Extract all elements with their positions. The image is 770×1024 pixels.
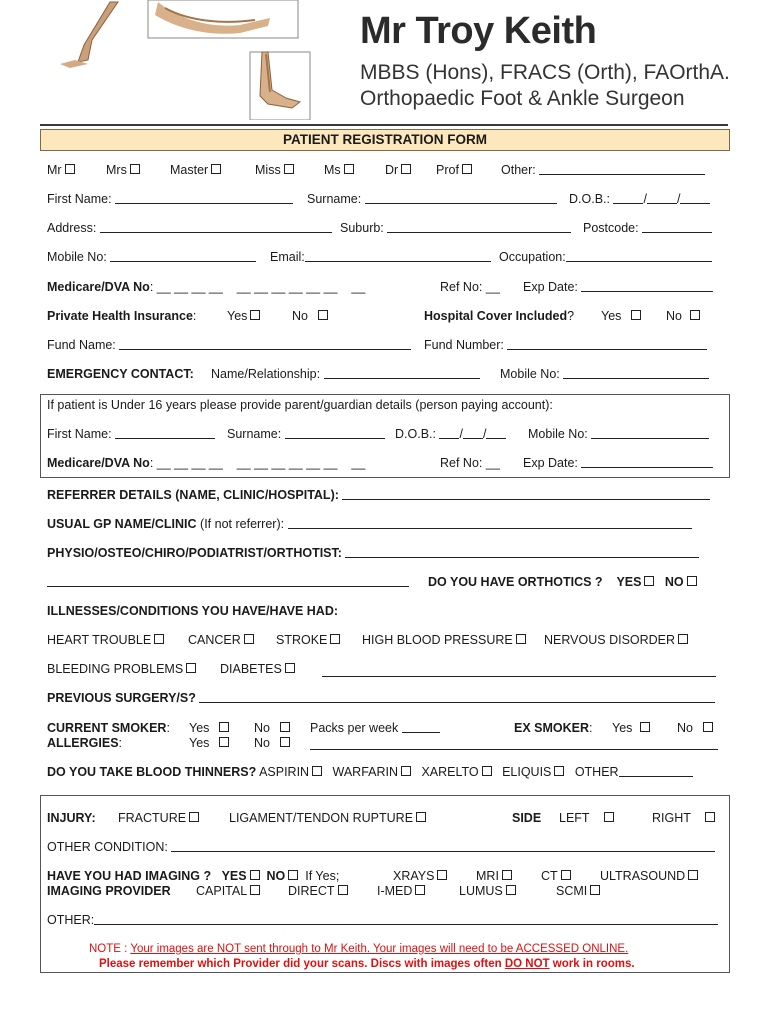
guardian-intro: If patient is Under 16 years please provide parent/guardian details (person paying account): — [47, 398, 553, 412]
guardian-mobile-row: Mobile No: — [528, 427, 709, 442]
illnesses-title: ILLNESSES/CONDITIONS YOU HAVE/HAVE HAD: — [47, 604, 339, 618]
form-title: PATIENT REGISTRATION FORM — [40, 129, 730, 151]
hospital-no: No — [666, 309, 700, 324]
smoker-no: No — [254, 721, 290, 736]
heart-checkbox[interactable] — [154, 634, 164, 644]
private-yes-checkbox[interactable] — [250, 310, 260, 320]
guardian-first-row: First Name: — [47, 427, 215, 442]
note-line1: NOTE : Your images are NOT sent through to Mr Keith. Your images will need to be ACCESSED ONLINE. — [89, 943, 629, 955]
guardian-dob-year[interactable] — [486, 427, 506, 439]
provider-direct: DIRECT — [288, 884, 348, 899]
nervous-checkbox[interactable] — [678, 634, 688, 644]
doctor-qualifications: MBBS (Hons), FRACS (Orth), FAOrthA. — [360, 61, 730, 84]
illness-heart: HEART TROUBLE — [47, 633, 164, 648]
aspirin-checkbox[interactable] — [312, 766, 322, 776]
injury-ligament: LIGAMENT/TENDON RUPTURE — [229, 811, 426, 826]
guardian-surname-row: Surname: — [227, 427, 385, 442]
ex-smoker-yes-checkbox[interactable] — [640, 722, 650, 732]
scmi-checkbox[interactable] — [590, 885, 600, 895]
illness-nervous: NERVOUS DISORDER — [544, 633, 688, 648]
physio-field-line2[interactable] — [47, 586, 409, 587]
physio-row: PHYSIO/OSTEO/CHIRO/PODIATRIST/ORTHOTIST: — [47, 546, 699, 561]
medicare-ref-blank[interactable]: __ — [485, 280, 500, 294]
illness-bleeding: BLEEDING PROBLEMS — [47, 662, 196, 677]
ex-smoker-no-checkbox[interactable] — [703, 722, 713, 732]
dr-checkbox[interactable] — [401, 164, 411, 174]
gp-row: USUAL GP NAME/CLINIC (If not referrer): — [47, 517, 692, 532]
title-master: Master — [170, 163, 221, 178]
side-label: SIDE — [512, 811, 542, 825]
emergency-row: EMERGENCY CONTACT: — [47, 367, 194, 381]
dob-day-field[interactable] — [613, 192, 643, 204]
direct-checkbox[interactable] — [338, 885, 348, 895]
imaging-ultrasound: ULTRASOUND — [600, 869, 698, 884]
fund-name-row: Fund Name: — [47, 338, 411, 353]
illness-diabetes: DIABETES — [220, 662, 295, 677]
emergency-mobile-field[interactable] — [563, 367, 709, 379]
title-other-field[interactable] — [539, 163, 705, 175]
allergies-yes: Yes — [189, 736, 229, 751]
gp-field[interactable] — [288, 517, 692, 529]
doctor-name: Mr Troy Keith — [360, 10, 597, 52]
first-name-field[interactable] — [115, 192, 293, 204]
packs-field[interactable] — [402, 721, 440, 733]
suburb-row: Suburb: — [340, 221, 571, 236]
orthotics-yes-checkbox[interactable] — [644, 576, 654, 586]
email-field[interactable] — [305, 250, 491, 262]
orthotics-no-checkbox[interactable] — [687, 576, 697, 586]
illness-bp: HIGH BLOOD PRESSURE — [362, 633, 526, 648]
imaging-mri: MRI — [476, 869, 512, 884]
miss-checkbox[interactable] — [284, 164, 294, 174]
capital-checkbox[interactable] — [250, 885, 260, 895]
master-checkbox[interactable] — [211, 164, 221, 174]
xrays-checkbox[interactable] — [437, 870, 447, 880]
ligament-checkbox[interactable] — [416, 812, 426, 822]
hospital-cover-row: Hospital Cover Included? — [424, 309, 575, 323]
private-health-row: Private Health Insurance: — [47, 309, 197, 323]
provider-capital: CAPITAL — [196, 884, 260, 899]
injury-label: INJURY: — [47, 811, 96, 825]
hospital-yes-checkbox[interactable] — [631, 310, 641, 320]
ms-checkbox[interactable] — [344, 164, 354, 174]
side-left: LEFT — [559, 811, 614, 826]
fund-name-field[interactable] — [119, 338, 411, 350]
title-ms: Ms — [324, 163, 354, 178]
imed-checkbox[interactable] — [415, 885, 425, 895]
imaging-other-row: OTHER: — [47, 913, 718, 928]
bleeding-checkbox[interactable] — [186, 663, 196, 673]
occupation-field[interactable] — [566, 250, 712, 262]
fund-number-row: Fund Number: — [424, 338, 707, 353]
guardian-medicare-row: Medicare/DVA No: __ __ __ __ __ __ __ __ __ __ __ — [47, 456, 366, 470]
guardian-dob-month[interactable] — [463, 427, 483, 439]
illness-cancer: CANCER — [188, 633, 254, 648]
imaging-yes-checkbox[interactable] — [250, 870, 260, 880]
thinners-other-field[interactable] — [619, 765, 693, 777]
prof-checkbox[interactable] — [462, 164, 472, 174]
guardian-ref-row: Ref No: __ — [440, 456, 500, 470]
postcode-row: Postcode: — [583, 221, 712, 236]
dob-month-field[interactable] — [647, 192, 677, 204]
mobile-field[interactable] — [110, 250, 256, 262]
ex-smoker-row: EX SMOKER: — [514, 721, 593, 735]
ex-smoker-yes: Yes — [612, 721, 650, 736]
dob-year-field[interactable] — [680, 192, 710, 204]
dob-row: D.O.B.: / / — [569, 192, 710, 207]
title-mr: Mr — [47, 163, 75, 178]
emergency-name-row: Name/Relationship: — [211, 367, 480, 382]
allergies-row: ALLERGIES: — [47, 736, 123, 750]
private-no: No — [292, 309, 328, 324]
thinners-row: DO YOU TAKE BLOOD THINNERS? ASPIRIN WARFARIN XARELTO ELIQUIS OTHER — [47, 765, 693, 780]
leg-illustration — [40, 0, 330, 120]
diabetes-checkbox[interactable] — [285, 663, 295, 673]
private-yes: Yes — [227, 309, 260, 324]
title-other: Other: — [501, 163, 705, 178]
email-row: Email: — [270, 250, 491, 265]
packs-row: Packs per week — [310, 721, 440, 736]
ultrasound-checkbox[interactable] — [688, 870, 698, 880]
other-condition-row: OTHER CONDITION: — [47, 840, 715, 855]
title-miss: Miss — [255, 163, 294, 178]
stroke-checkbox[interactable] — [330, 634, 340, 644]
provider-scmi: SCMI — [556, 884, 600, 899]
hospital-no-checkbox[interactable] — [690, 310, 700, 320]
title-mrs: Mrs — [106, 163, 140, 178]
surname-field[interactable] — [365, 192, 557, 204]
cancer-checkbox[interactable] — [244, 634, 254, 644]
eliquis-checkbox[interactable] — [554, 766, 564, 776]
imaging-no-checkbox[interactable] — [288, 870, 298, 880]
medicare-row: Medicare/DVA No: __ __ __ __ __ __ __ __ __ __ __ — [47, 280, 366, 294]
postcode-field[interactable] — [642, 221, 712, 233]
guardian-exp-field[interactable] — [581, 456, 713, 468]
guardian-dob-row: D.O.B.: / / — [395, 427, 506, 442]
mobile-row: Mobile No: — [47, 250, 256, 265]
ex-smoker-no: No — [677, 721, 713, 736]
ct-checkbox[interactable] — [561, 870, 571, 880]
surname-row: Surname: — [307, 192, 557, 207]
guardian-medicare-blanks[interactable]: __ __ __ __ __ __ __ __ __ __ __ — [156, 456, 366, 470]
referrer-row: REFERRER DETAILS (NAME, CLINIC/HOSPITAL): — [47, 488, 710, 503]
doctor-specialty: Orthopaedic Foot & Ankle Surgeon — [360, 87, 685, 110]
smoker-yes: Yes — [189, 721, 229, 736]
suburb-field[interactable] — [387, 221, 571, 233]
header-divider — [40, 124, 728, 126]
allergies-no: No — [254, 736, 290, 751]
emergency-name-field[interactable] — [324, 367, 480, 379]
mrs-checkbox[interactable] — [130, 164, 140, 174]
right-checkbox[interactable] — [705, 812, 715, 822]
mri-checkbox[interactable] — [502, 870, 512, 880]
illness-stroke: STROKE — [276, 633, 340, 648]
provider-lumus: LUMUS — [459, 884, 516, 899]
medicare-ref-row: Ref No: __ — [440, 280, 500, 294]
left-checkbox[interactable] — [604, 812, 614, 822]
guardian-dob-day[interactable] — [439, 427, 459, 439]
orthotics-row: DO YOU HAVE ORTHOTICS ? YES NO — [428, 575, 697, 590]
guardian-first-field[interactable] — [115, 427, 215, 439]
guardian-mobile-field[interactable] — [591, 427, 709, 439]
medicare-digit-blanks[interactable]: __ __ __ __ __ __ __ __ __ __ __ — [156, 280, 366, 294]
title-dr: Dr — [385, 163, 411, 178]
side-right: RIGHT — [652, 811, 715, 826]
surgery-field[interactable] — [199, 691, 715, 703]
smoker-no-checkbox[interactable] — [280, 722, 290, 732]
medicare-exp-row: Exp Date: — [523, 280, 713, 295]
provider-label: IMAGING PROVIDER — [47, 884, 171, 898]
guardian-ref-blank[interactable]: __ — [485, 456, 500, 470]
guardian-exp-row: Exp Date: — [523, 456, 713, 471]
imaging-ct: CT — [541, 869, 571, 884]
warfarin-checkbox[interactable] — [401, 766, 411, 776]
referrer-field[interactable] — [342, 488, 710, 500]
allergies-no-checkbox[interactable] — [280, 737, 290, 747]
imaging-row: HAVE YOU HAD IMAGING ? YES NO If Yes; — [47, 869, 340, 883]
imaging-xrays: XRAYS — [393, 869, 447, 884]
lumus-checkbox[interactable] — [506, 885, 516, 895]
address-row: Address: — [47, 221, 332, 236]
injury-fracture: FRACTURE — [118, 811, 199, 826]
illness-other-field[interactable] — [322, 676, 716, 677]
allergies-field[interactable] — [310, 749, 718, 750]
allergies-yes-checkbox[interactable] — [219, 737, 229, 747]
smoker-yes-checkbox[interactable] — [219, 722, 229, 732]
fracture-checkbox[interactable] — [189, 812, 199, 822]
other-condition-field[interactable] — [171, 840, 715, 852]
occupation-row: Occupation: — [499, 250, 712, 265]
bp-checkbox[interactable] — [516, 634, 526, 644]
medicare-exp-field[interactable] — [581, 280, 713, 292]
emergency-mobile-row: Mobile No: — [500, 367, 709, 382]
guardian-surname-field[interactable] — [285, 427, 385, 439]
fund-number-field[interactable] — [507, 338, 707, 350]
address-field[interactable] — [100, 221, 332, 233]
title-prof: Prof — [436, 163, 472, 178]
hospital-yes: Yes — [601, 309, 641, 324]
first-name-row: First Name: — [47, 192, 293, 207]
mr-checkbox[interactable] — [65, 164, 75, 174]
note-line2: Please remember which Provider did your scans. Discs with images often DO NOT work in rooms. — [99, 958, 635, 970]
private-no-checkbox[interactable] — [318, 310, 328, 320]
xarelto-checkbox[interactable] — [482, 766, 492, 776]
smoker-row: CURRENT SMOKER: — [47, 721, 170, 735]
physio-field[interactable] — [345, 546, 699, 558]
surgery-row: PREVIOUS SURGERY/S? — [47, 691, 715, 706]
imaging-other-field[interactable] — [94, 913, 718, 925]
provider-imed: I-MED — [377, 884, 425, 899]
